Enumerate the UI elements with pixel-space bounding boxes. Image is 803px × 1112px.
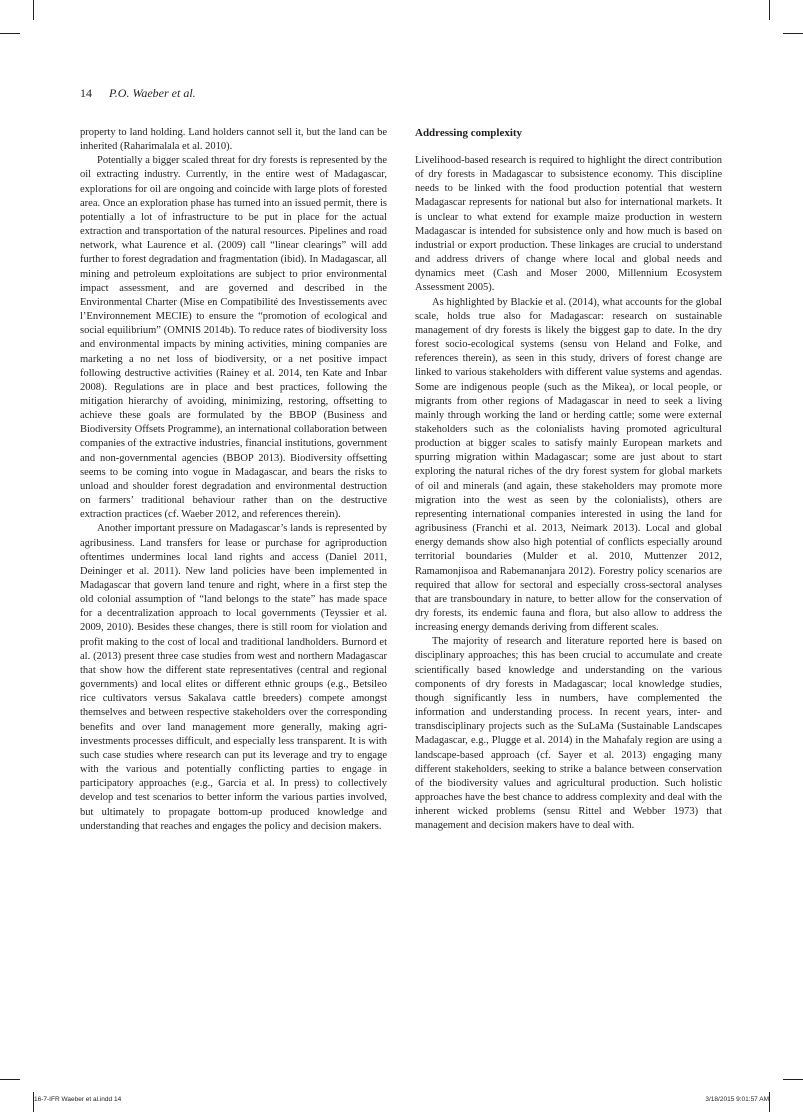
body-paragraph: Livelihood-based research is required to highlight the direct contribution of dry forests in Madagascar to subsistence economy. This discipline needs to be linked with the food production potential that western Madagascar represents for national but also for international markets. It is unclear to what extend for example maize production in western Madagascar is intended for subsistence only and how much is based on industrial or export production. These linkages are crucial to understand and address drivers of change where local and global needs and dynamics meet (Cash and Moser 2000, Millennium Ecosystem Assessment 2005).	[415, 155, 722, 294]
file-label: 16-7-IFR Waeber et al.indd 14	[34, 1096, 122, 1103]
page-number: 14	[80, 86, 92, 100]
print-timestamp: 3/18/2015 9:01:57 AM	[705, 1096, 769, 1103]
section-heading: Addressing complexity	[415, 127, 523, 139]
crop-mark	[769, 0, 770, 20]
body-paragraph: property to land holding. Land holders cannot sell it, but the land can be inherited (Raharimalala et al. 2010).	[80, 127, 387, 153]
crop-mark	[783, 1079, 803, 1080]
right-column	[415, 126, 722, 834]
body-paragraph: As highlighted by Blackie et al. (2014), what accounts for the global scale, holds true also for Madagascar: research on sustainable management of dry forests is likely the biggest gap to date. In the dry forest socio-ecological systems (sensu von Heland and Folke, and references therein), as seen in this study, drivers of forest change are linked to various stakeholders with different value systems and agendas. Some are indigenous people (such as the Mikea), or local people, or migrants from other regions of Madagascar in need to seek a living mainly through working the land or herding cattle; some were external stakeholders such as the colonialists having promoted agricultural production at bigger scales to satisfy mainly European markets and spurring migration within Madagascar; some are just about to start exploring the natural riches of the dry forest system for global markets of oil and minerals (and again, these stakeholders may promote more migration into the west as seen by the colonialists), others are representing international companies interested in using the land for agribusiness (Franchi et al. 2013, Neimark 2013). Local and global energy demands show also high potential of conflicts especially around territorial boundaries (Mulder et al. 2010, Muttenzer 2012, Ramamonjisoa and Rabemananjara 2012). Forestry policy scenarios are required that allow for sectoral and especially cross-sectoral analyses that are transboundary in nature, to better allow for the conservation of dry forests, its endemic fauna and flora, but also allow to address the increasing energy demands deriving from different scales.	[415, 296, 722, 634]
crop-mark	[0, 1079, 20, 1080]
body-paragraph: Another important pressure on Madagascar’s lands is represented by agribusiness. Land transfers for lease or purchase for agriproduction oftentimes undermines local land rights and access (Daniel 2011, Deininger et al. 2011). New land policies have been implemented in Madagascar that govern land tenure and right, where in a first step the old colonial assumption of “land belongs to the state” has made space for a decentralization approach to local governments (Teyssier et al. 2009, 2010). Besides these changes, there is still room for violation and profit making to the cost of local and traditional landholders. Burnord et al. (2013) present three case studies from west and northern Madagascar that show how the different state representatives (central and regional governments) and local elites or different ethnic groups (e.g., Betsileo rice cultivators versus Sakalava cattle breeders) compete amongst themselves and between respective stakeholders over the corresponding benefits and over land management more generally, making agri-investments processes difficult, and especially less transparent. It is with such case studies where research can put its leverage and try to engage with the various and potentially conflicting parties to engage in participatory approaches (e.g., Garcia et al. In press) to collectively develop and test scenarios to better inform the various parties involved, but ultimately to propagate bottom-up produced knowledge and understanding that reaches and engages the policy and decision makers.	[80, 523, 387, 832]
running-header	[80, 86, 196, 101]
running-authors: P.O. Waeber et al.	[109, 86, 196, 100]
body-paragraph: The majority of research and literature reported here is based on disciplinary approaches; this has been crucial to accumulate and create scientifically based knowledge and understanding on the various components of dry forests in Madagascar; local knowledge studies, though significantly less in numbers, have complemented the information and understanding process. In recent years, inter- and transdisciplinary projects such as the SuLaMa (Sustainable Landscapes Madagascar, e.g., Plugge et al. 2014) in the Mahafaly region are using a landscape-based approach (cf. Sayer et al. 2013) engaging many different stakeholders, seeking to strike a balance between conservation of the biodiversity values and agricultural production. Such holistic approaches have the best chance to address complexity and deal with the inherent wicked problems (sensu Rittel and Webber 1973) that management and decision makers have to deal with.	[415, 636, 722, 832]
crop-mark	[0, 33, 20, 34]
left-column	[80, 126, 387, 834]
body-paragraph: Potentially a bigger scaled threat for dry forests is represented by the oil extracting industry. Currently, in the entire west of Madagascar, explorations for oil are ongoing and coincide with large plots of forested area. Once an exploration phase has turned into an issued permit, there is potentially a lot of infrastructure to be put in place for the actual extraction and transportation of the natural resources. Pipelines and road network, what Laurence et al. (2009) call “linear clearings” will add further to forest degradation and fragmentation (ibid). In Madagascar, all mining and petroleum exploitations are subject to prior environmental impact assessment, and are governed and described in the Environmental Charter (Mise en Compatibilité des Investissements avec l’Environnement MECIE) to ensure the “promotion of ecological and social equilibrium” (OMNIS 2014b). To reduce rates of biodiversity loss and environmental impacts by mining activities, mining companies are marketing a no net loss of biodiversity, or a net positive impact following destructive activities (Rainey et al. 2014, ten Kate and Inbar 2008). Regulations are in place and best practices, following the mitigation hierarchy of avoiding, minimizing, restoring, offsetting to achieve these goals are formulated by the BBOP (Business and Biodiversity Offsets Programme), an international collaboration between companies of the extractive industries, financial institutions, government and non-governmental agencies (BBOP 2013). Biodiversity offsetting seems to be coming into vogue in Madagascar, and bears the risks to unload and shoulder forest degradation and environmental destruction on farmers’ traditional behaviour rather than on the destructive extraction practices (cf. Waeber 2012, and references therein).	[80, 155, 387, 521]
crop-mark	[769, 1092, 770, 1112]
crop-mark	[783, 33, 803, 34]
crop-mark	[33, 0, 34, 20]
